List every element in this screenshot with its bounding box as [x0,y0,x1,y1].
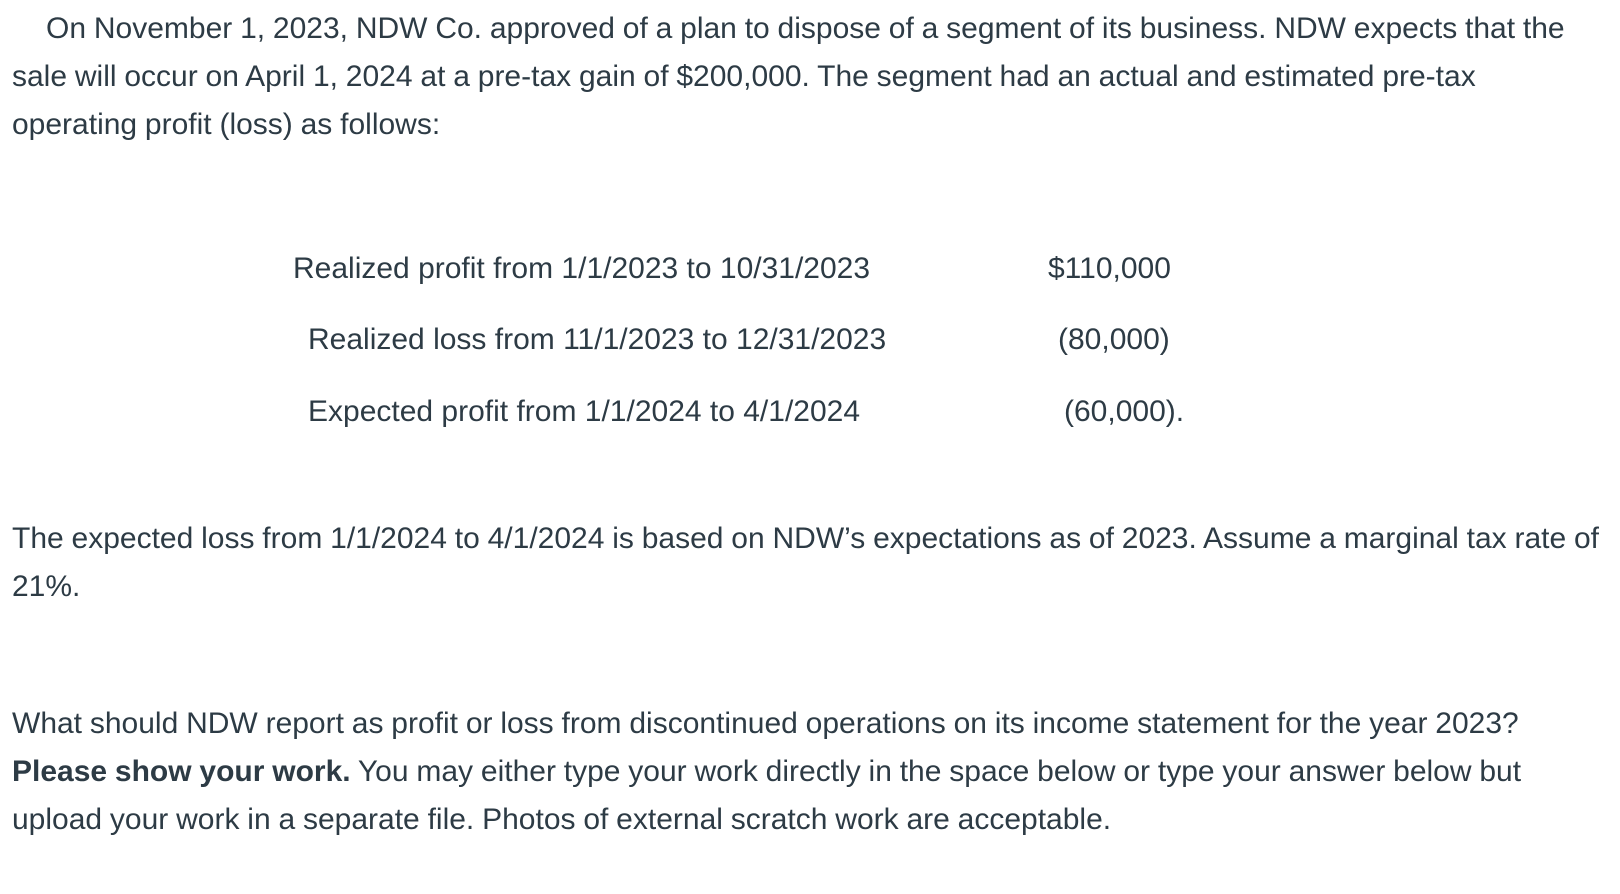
question-paragraph [12,700,1602,844]
table-row-3-value: (60,000). [1064,395,1185,428]
table-row-2-label: Realized loss from 11/1/2023 to 12/31/2023 [308,323,887,356]
intro-paragraph: On November 1, 2023, NDW Co. approved of a plan to dispose of a segment of its business. NDW expects that the sale will occur on April 1, 2024 at a pre-tax gain of $200,000. The segment had an actual and estimated pre-tax operating profit (loss) as follows: [12,12,1565,141]
table-row-2-value: (80,000) [1058,323,1170,356]
table-row-1-label: Realized profit from 1/1/2023 to 10/31/2023 [293,252,871,285]
table-row-1-value: $110,000 [1048,252,1171,285]
question-text-part1: What should NDW report as profit or loss from discontinued operations on its income statement for the year 2023? [12,707,1519,740]
table-row-3-label: Expected profit from 1/1/2024 to 4/1/2024 [308,395,861,428]
question-bold-instruction: Please show your work. [12,755,351,788]
note-paragraph: The expected loss from 1/1/2024 to 4/1/2024 is based on NDW’s expectations as of 2023. Assume a marginal tax rate of 21%. [12,522,1600,603]
question-text-part2: You may either type your work directly in the space below or type your answer below but upload your work in a separate file. Photos of external scratch work are acceptable. [12,755,1522,836]
